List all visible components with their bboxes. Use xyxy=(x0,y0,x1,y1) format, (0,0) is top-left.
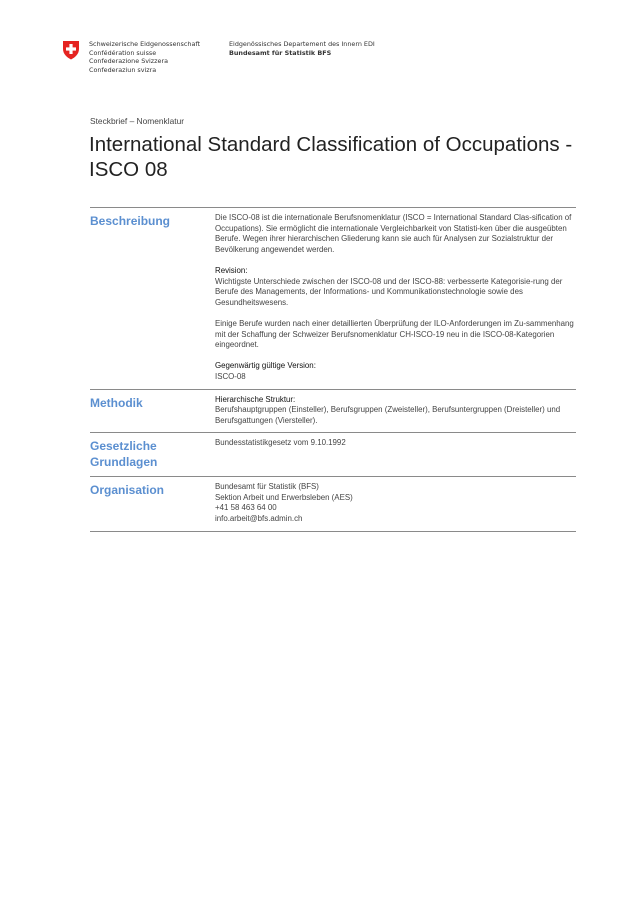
federation-names: Schweizerische Eidgenossenschaft Confédération suisse Confederazione Svizzera Confederaziun svizra xyxy=(89,40,201,74)
section-content xyxy=(215,482,576,524)
methodik-heading: Hierarchische Struktur: xyxy=(215,394,296,404)
section-organisation xyxy=(90,476,576,531)
page-title: International Standard Classification of Occupations - ISCO 08 xyxy=(89,133,573,181)
reclassification-paragraph: Einige Berufe wurden nach einer detaillierten Überprüfung der ILO-Anforderungen im Zu-sammenhang mit der Schaffung der Schweizer Berufsnomenklatur CH-ISCO-19 neu in die ISCO-08-Kategorien eingeordnet. xyxy=(215,318,574,350)
version-value: ISCO-08 xyxy=(215,371,246,381)
section-content xyxy=(215,395,576,427)
org-section: Sektion Arbeit und Erwerbsleben (AES) xyxy=(215,492,353,502)
version-heading: Gegenwärtig gültige Version: xyxy=(215,361,316,371)
section-content: Bundesstatistikgesetz vom 9.10.1992 xyxy=(215,438,346,448)
org-email: info.arbeit@bfs.admin.ch xyxy=(215,514,303,524)
department-name: Eidgenössisches Departement des Innern EDI xyxy=(229,40,375,48)
section-methodik xyxy=(90,389,576,433)
version-block xyxy=(215,361,576,382)
swiss-coat-of-arms-icon xyxy=(62,40,80,60)
org-name: Bundesamt für Statistik (BFS) xyxy=(215,482,319,492)
fact-sheet-table xyxy=(90,207,576,532)
document-overline: Steckbrief – Nomenklatur xyxy=(90,116,185,126)
section-label: Gesetzliche Grundlagen xyxy=(90,439,158,470)
description-paragraph: Die ISCO-08 ist die internationale Berufsnomenklatur (ISCO = International Standard Clas-sification of Occupations). Sie ermöglicht die internationale Vergleichbarkeit von Statisti-ken über die ausgeübten Berufe. Wegen ihrer hierarchischen Gliederung kann sie auch für Analysen zur Sozialstruktur der Bevölkerung angewendet werden. xyxy=(215,213,572,254)
section-beschreibung xyxy=(90,207,576,389)
office-name: Bundesamt für Statistik BFS xyxy=(229,48,332,57)
section-content xyxy=(215,213,576,383)
section-label: Methodik xyxy=(90,395,143,410)
revision-heading: Revision: xyxy=(215,265,248,275)
section-label: Organisation xyxy=(90,483,165,498)
department-block xyxy=(229,40,375,57)
org-phone: +41 58 463 64 00 xyxy=(215,503,277,513)
section-grundlagen xyxy=(90,432,576,476)
revision-block xyxy=(215,266,576,308)
revision-text: Wichtigste Unterschiede zwischen der ISCO-08 und der ISCO-88: verbesserte Kategorisie-rung der Berufe des Managements, der Informations- und Kommunikationstechnologie sowie des Gesundheitswesens. xyxy=(215,276,563,307)
section-label: Beschreibung xyxy=(90,214,171,228)
methodik-text: Berufshauptgruppen (Einsteller), Berufsgruppen (Zweisteller), Berufsuntergruppen (Dreisteller) und Berufsgattungen (Viersteller). xyxy=(215,405,561,425)
